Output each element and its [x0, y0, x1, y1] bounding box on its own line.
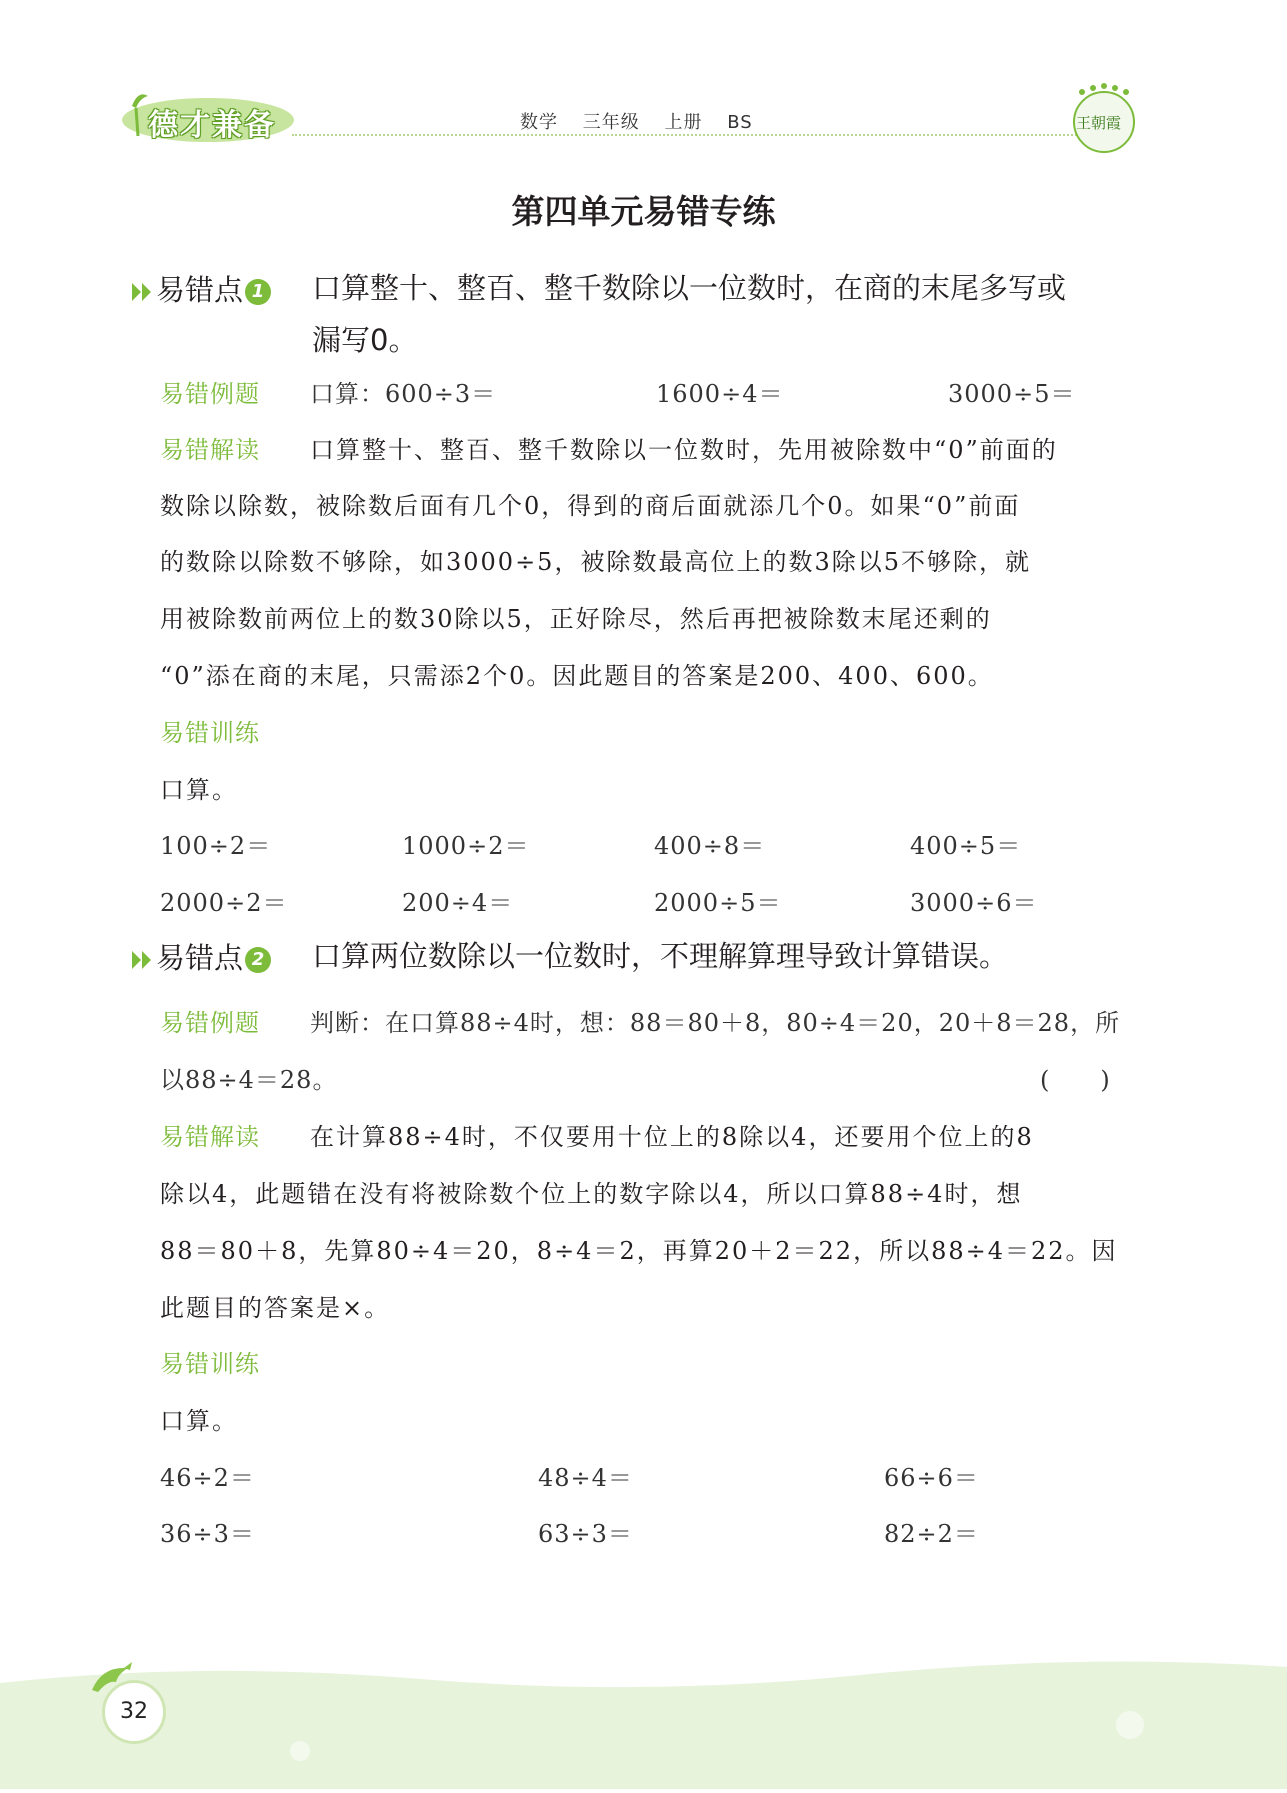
explain-line: 此题目的答案是×。 — [160, 1294, 391, 1322]
error-point-1 — [130, 268, 271, 309]
grade: 三年级 — [582, 112, 640, 133]
subject: 数学 — [520, 112, 558, 133]
point-number: 1 — [245, 279, 271, 305]
explain-line: 88＝80＋8，先算80÷4＝20，8÷4＝2，再算20＋2＝22，所以88÷4＝22。因 — [160, 1237, 1118, 1265]
example-expr-3: 3000÷5＝ — [948, 380, 1076, 408]
example-line: 以88÷4＝28。 — [160, 1066, 338, 1094]
explain-label: 易错解读 — [160, 436, 260, 464]
practice-item: 200÷4＝ — [402, 889, 514, 917]
example-expr-2: 1600÷4＝ — [656, 380, 784, 408]
practice-item: 100÷2＝ — [160, 832, 272, 860]
practice-item: 2000÷5＝ — [654, 889, 782, 917]
explain-line: 口算整十、整百、整千数除以一位数时，先用被除数中“0”前面的 — [310, 436, 1058, 464]
explain-label: 易错解读 — [160, 1123, 260, 1151]
practice-intro: 口算。 — [160, 1407, 238, 1435]
point-1-desc-line2: 漏写0。 — [312, 323, 418, 357]
practice-label: 易错训练 — [160, 719, 260, 747]
publisher-badge — [1064, 78, 1144, 158]
example-label: 易错例题 — [160, 380, 260, 408]
badge-text: 王朝霞 — [1076, 114, 1122, 132]
practice-item: 400÷8＝ — [654, 832, 766, 860]
header-divider — [292, 134, 1132, 136]
explain-line: 的数除以除数不够除，如3000÷5，被除数最高位上的数3除以5不够除，就 — [160, 548, 1031, 576]
practice-item: 2000÷2＝ — [160, 889, 288, 917]
double-arrow-icon — [130, 948, 156, 972]
point-number: 2 — [245, 947, 271, 973]
practice-item: 400÷5＝ — [910, 832, 1022, 860]
answer-bracket[interactable]: ( ) — [1040, 1066, 1111, 1094]
point-1-desc-line1: 口算整十、整百、整千数除以一位数时，在商的末尾多写或 — [312, 271, 1067, 305]
practice-item: 63÷3＝ — [538, 1520, 633, 1548]
page-number: 32 — [102, 1680, 166, 1744]
page-title: 第四单元易错专练 — [511, 192, 776, 231]
explain-line: 用被除数前两位上的数30除以5，正好除尽，然后再把被除数末尾还剩的 — [160, 605, 992, 633]
practice-item: 3000÷6＝ — [910, 889, 1038, 917]
example-line: 判断：在口算88÷4时，想：88＝80＋8，80÷4＝20，20＋8＝28，所 — [310, 1009, 1121, 1037]
volume: 上册 — [664, 112, 703, 133]
point-label: 易错点 — [156, 941, 244, 975]
double-arrow-icon — [130, 280, 156, 304]
edition: BS — [727, 112, 753, 133]
footer-decoration — [0, 1655, 1287, 1789]
explain-line: 除以4，此题错在没有将被除数个位上的数字除以4，所以口算88÷4时，想 — [160, 1180, 1023, 1208]
practice-intro: 口算。 — [160, 776, 238, 804]
brand-logo — [118, 86, 294, 144]
explain-line: 数除以除数，被除数后面有几个0，得到的商后面就添几个0。如果“0”前面 — [160, 492, 1021, 520]
practice-label: 易错训练 — [160, 1350, 260, 1378]
explain-line: 在计算88÷4时，不仅要用十位上的8除以4，还要用个位上的8 — [310, 1123, 1034, 1151]
practice-item: 36÷3＝ — [160, 1520, 255, 1548]
point-label: 易错点 — [156, 273, 244, 307]
error-point-2 — [130, 936, 271, 977]
explain-line: “0”添在商的末尾，只需添2个0。因此题目的答案是200、400、600。 — [160, 662, 994, 690]
example-expr-1: 口算：600÷3＝ — [310, 380, 497, 408]
logo-text: 德才兼备 — [148, 108, 276, 143]
example-label: 易错例题 — [160, 1009, 260, 1037]
header-meta — [520, 108, 771, 134]
practice-item: 48÷4＝ — [538, 1464, 633, 1492]
practice-item: 66÷6＝ — [884, 1464, 979, 1492]
practice-item: 46÷2＝ — [160, 1464, 255, 1492]
point-2-desc: 口算两位数除以一位数时，不理解算理导致计算错误。 — [312, 939, 1009, 973]
practice-item: 1000÷2＝ — [402, 832, 530, 860]
practice-item: 82÷2＝ — [884, 1520, 979, 1548]
